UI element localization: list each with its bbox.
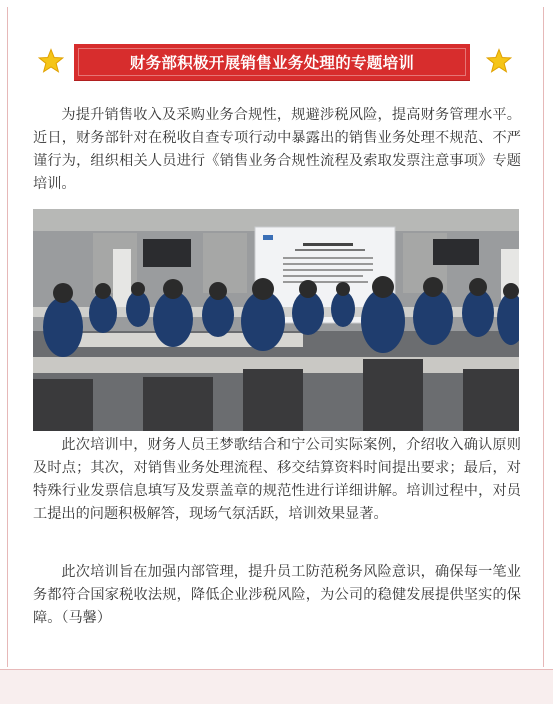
- paragraph-conclusion: 此次培训旨在加强内部管理，提升员工防范税务风险意识，确保每一笔业务都符合国家税收法规，降低企业涉税风险，为公司的稳健发展提供坚实的保障。（马馨）: [33, 564, 521, 626]
- paragraph-intro: 为提升销售收入及采购业务合规性，规避涉税风险，提高财务管理水平。近日，财务部针对在税收自查专项行动中暴露出的销售业务处理不规范、不严谨行为，组织相关人员进行《销售业务合规性流程及索取发票注意事项》专题培训。: [33, 107, 521, 192]
- footer-band: [0, 669, 553, 704]
- paragraph-details: 此次培训中，财务人员王梦歌结合和宁公司实际案例，介绍收入确认原则及时点；其次，对销售业务处理流程、移交结算资料时间提出要求；最后，对特殊行业发票信息填写及发票盖章的规范性进行详细讲解。培训过程中，对员工提出的问题积极解答，现场气氛活跃，培训效果显著。: [33, 437, 521, 522]
- star-icon: [486, 48, 512, 74]
- star-icon: [38, 48, 64, 74]
- article-title: 财务部积极开展销售业务处理的专题培训: [74, 44, 470, 80]
- training-session-photo: [33, 209, 519, 431]
